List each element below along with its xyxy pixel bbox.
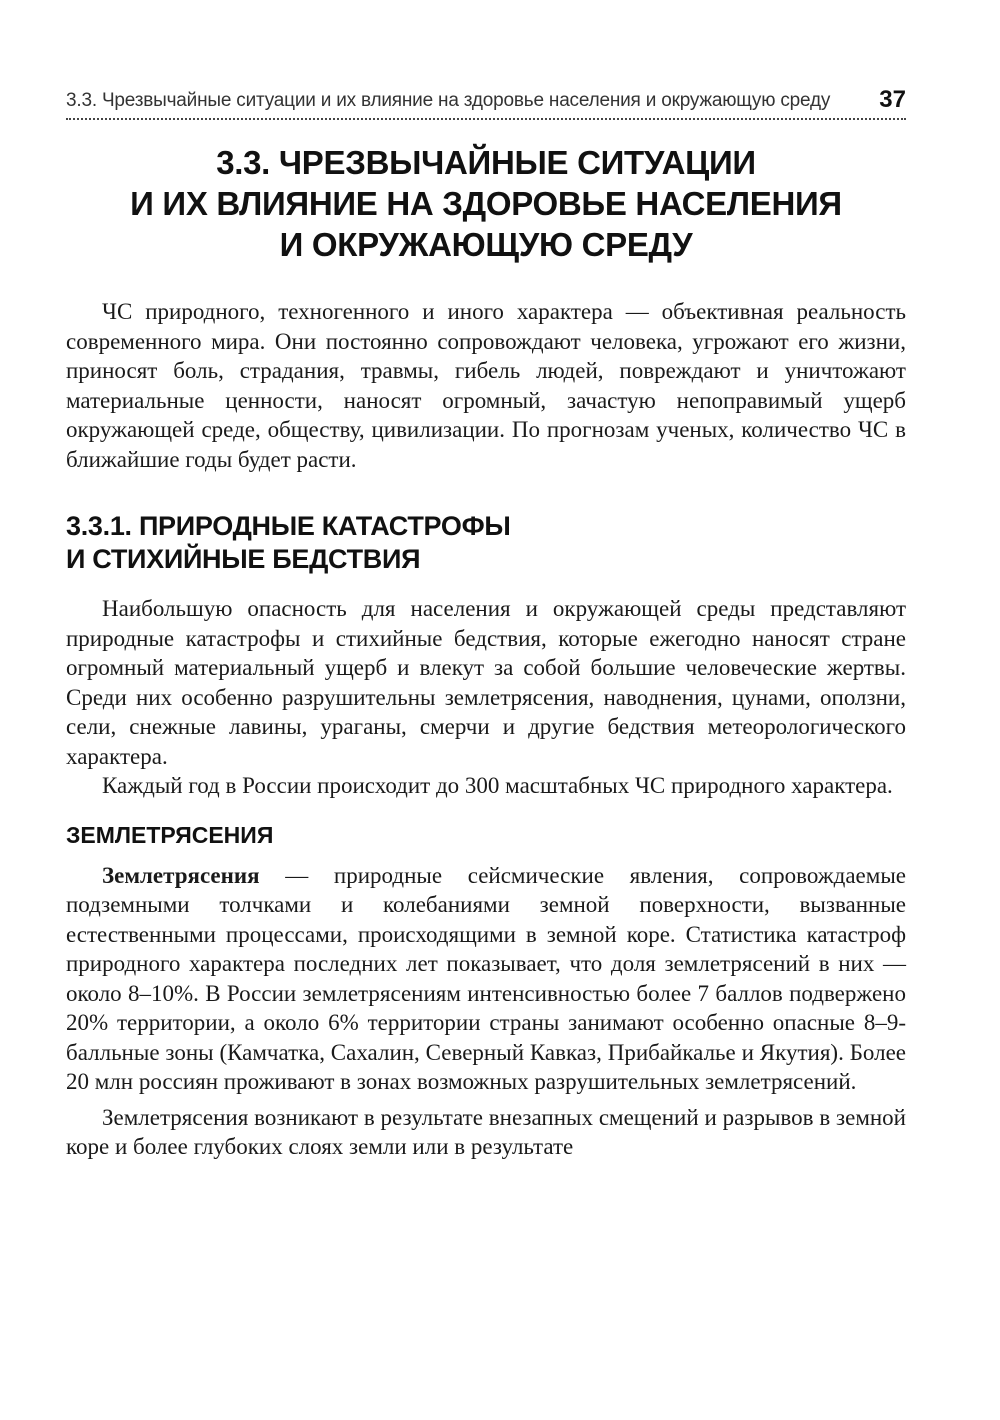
- definition-term: Землетрясения: [102, 862, 260, 888]
- subsection-title: ЗЕМЛЕТРЯСЕНИЯ: [66, 821, 274, 848]
- section-title-line: И СТИХИЙНЫЕ БЕДСТВИЯ: [66, 544, 421, 574]
- section-paragraph: Каждый год в России происходит до 300 масштабных ЧС природного характера.: [102, 773, 893, 798]
- chapter-title: [66, 142, 906, 265]
- section-title-line: 3.3.1. ПРИРОДНЫЕ КАТАСТРОФЫ: [66, 511, 511, 541]
- subsection-paragraph: Землетрясения возникают в результате внезапных смещений и разрывов в земной коре и более глубоких слоях земли или в результате: [66, 1104, 906, 1159]
- chapter-title-line: И ОКРУЖАЮЩУЮ СРЕДУ: [279, 226, 693, 263]
- chapter-intro-paragraph: ЧС природного, техногенного и иного характера — объективная реальность современного мира. Они постоянно сопровождают человека, угрожают его жизни, приносят боль, страдания, травмы, гибель людей, повреждают и уничтожают материальные ценности, наносят огромный, зачастую непоправимый ущерб окружающей среде, обществу, цивилизации. По прогнозам ученых, количество ЧС в ближайшие годы будет расти.: [66, 299, 906, 472]
- page-number: 37: [879, 86, 906, 113]
- definition-text: — природные сейсмические явления, сопровождаемые подземными толчками и колебаниями земной поверхности, вызванные естественными процессами, происходящими в земной коре. Статистика катастроф природного характера последних лет показывает, что доля землетрясений в них — около 8–10%. В России землетрясениям интенсивностью более 7 баллов подвержено 20% территории, а около 6% территории страны занимают особенно опасные 8–9-балльные зоны (Камчатка, Сахалин, Северный Кавказ, Прибайкалье и Якутия). Более 20 млн россиян проживают в зонах возможных разрушительных землетрясений.: [66, 862, 906, 1094]
- section-title: [66, 510, 906, 576]
- book-page: [66, 88, 906, 1162]
- running-title: 3.3. Чрезвычайные ситуации и их влияние на здоровье населения и окружающую среду: [66, 90, 831, 111]
- chapter-title-line: 3.3. ЧРЕЗВЫЧАЙНЫЕ СИТУАЦИИ: [216, 144, 756, 181]
- definition-paragraph: [66, 861, 906, 1097]
- section-paragraph: Наибольшую опасность для населения и окружающей среды представляют природные катастрофы и стихийные бедствия, которые ежегодно наносят стране огромный материальный ущерб и влекут за собой большие человеческие жертвы. Среди них особенно разрушительны землетрясения, наводнения, цунами, оползни, сели, снежные лавины, ураганы, смерчи и другие бедствия метеорологического характера.: [66, 596, 906, 769]
- chapter-title-line: И ИХ ВЛИЯНИЕ НА ЗДОРОВЬЕ НАСЕЛЕНИЯ: [130, 185, 842, 222]
- running-header: [66, 88, 906, 120]
